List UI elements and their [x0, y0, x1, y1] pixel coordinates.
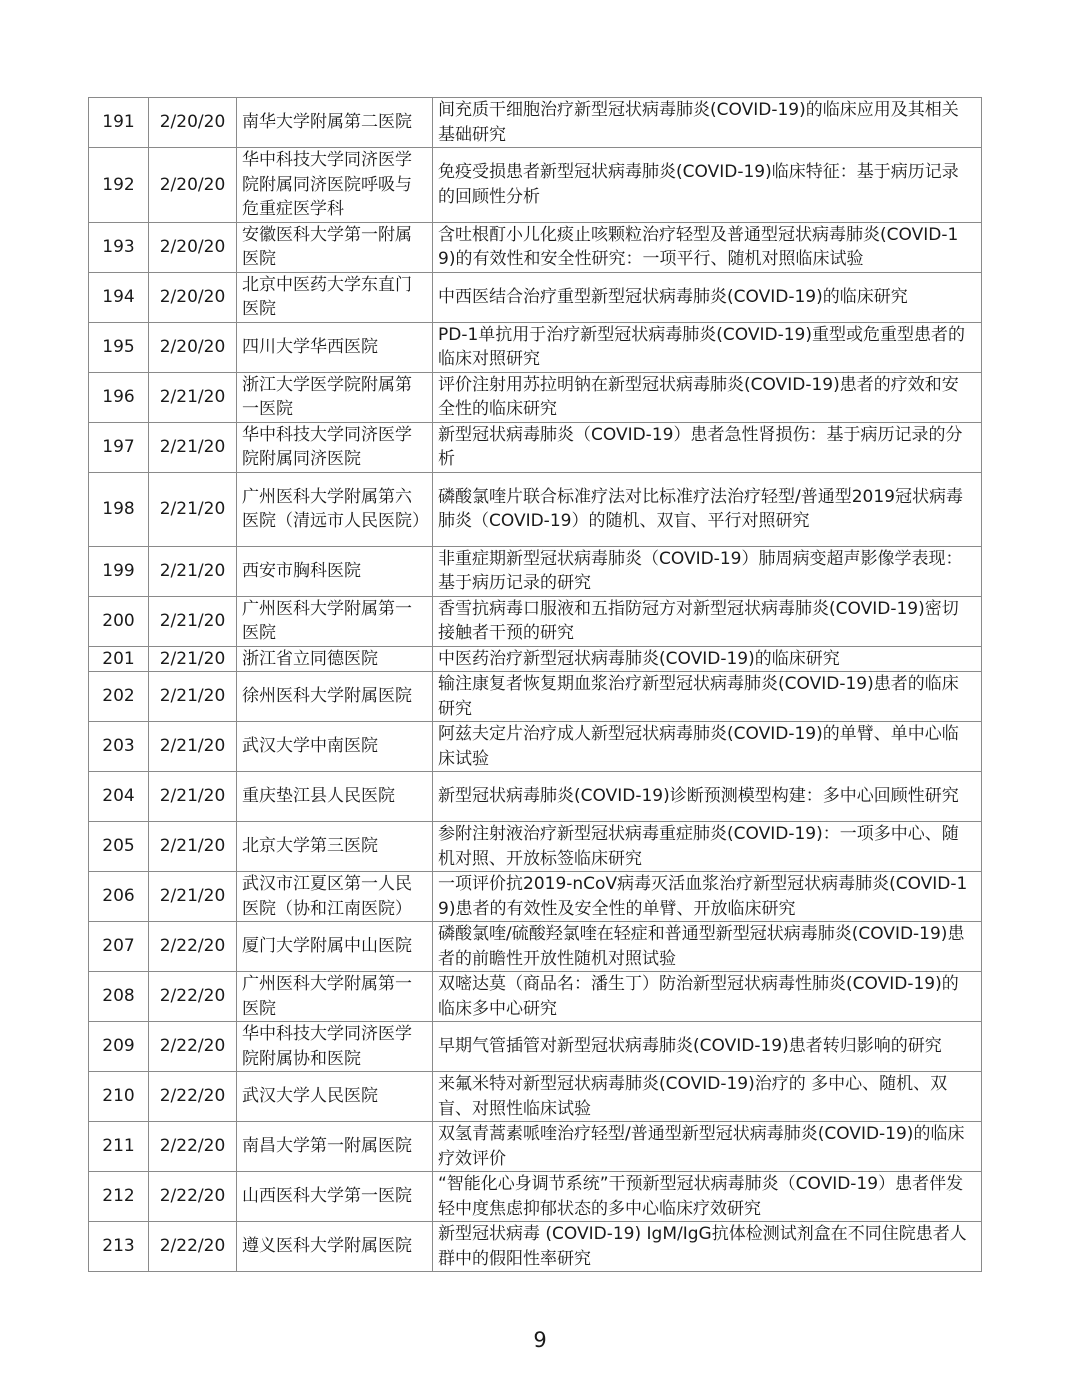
trial-title: 非重症期新型冠状病毒肺炎（COVID-19）肺周病变超声影像学表现：基于病历记录的研究	[433, 546, 982, 596]
registration-date: 2/20/20	[149, 222, 237, 272]
table-row	[89, 772, 982, 822]
institution-name: 南昌大学第一附属医院	[237, 1122, 433, 1172]
institution-name: 浙江省立同德医院	[237, 646, 433, 672]
trial-number: 210	[89, 1072, 149, 1122]
registration-date: 2/21/20	[149, 872, 237, 922]
trial-title: 双氢青蒿素哌喹治疗轻型/普通型新型冠状病毒肺炎(COVID-19)的临床疗效评价	[433, 1122, 982, 1172]
trial-number: 200	[89, 596, 149, 646]
institution-name: 浙江大学医学院附属第一医院	[237, 372, 433, 422]
table-row	[89, 546, 982, 596]
institution-name: 西安市胸科医院	[237, 546, 433, 596]
institution-name: 武汉市江夏区第一人民医院（协和江南医院）	[237, 872, 433, 922]
table-row	[89, 222, 982, 272]
table-body	[89, 98, 982, 1272]
registration-date: 2/21/20	[149, 822, 237, 872]
trial-registry-table	[88, 97, 982, 1272]
registration-date: 2/22/20	[149, 1122, 237, 1172]
table-row	[89, 646, 982, 672]
institution-name: 重庆垫江县人民医院	[237, 772, 433, 822]
trial-number: 192	[89, 148, 149, 223]
registration-date: 2/22/20	[149, 972, 237, 1022]
trial-title: PD-1单抗用于治疗新型冠状病毒肺炎(COVID-19)重型或危重型患者的临床对照研究	[433, 322, 982, 372]
trial-number: 197	[89, 422, 149, 472]
trial-title: 评价注射用苏拉明钠在新型冠状病毒肺炎(COVID-19)患者的疗效和安全性的临床研究	[433, 372, 982, 422]
trial-title: 阿兹夫定片治疗成人新型冠状病毒肺炎(COVID-19)的单臂、单中心临床试验	[433, 722, 982, 772]
table-row	[89, 596, 982, 646]
trial-title: 中西医结合治疗重型新型冠状病毒肺炎(COVID-19)的临床研究	[433, 272, 982, 322]
trial-number: 191	[89, 98, 149, 148]
registration-date: 2/21/20	[149, 372, 237, 422]
table-row	[89, 472, 982, 546]
trial-title: 一项评价抗2019-nCoV病毒灭活血浆治疗新型冠状病毒肺炎(COVID-19)患者的有效性及安全性的单臂、开放临床研究	[433, 872, 982, 922]
trial-number: 207	[89, 922, 149, 972]
trial-title: 中医药治疗新型冠状病毒肺炎(COVID-19)的临床研究	[433, 646, 982, 672]
table-row	[89, 1172, 982, 1222]
institution-name: 华中科技大学同济医学院附属同济医院	[237, 422, 433, 472]
table-row	[89, 148, 982, 223]
institution-name: 武汉大学中南医院	[237, 722, 433, 772]
registration-date: 2/21/20	[149, 472, 237, 546]
registration-date: 2/22/20	[149, 922, 237, 972]
trial-title: 新型冠状病毒肺炎(COVID-19)诊断预测模型构建：多中心回顾性研究	[433, 772, 982, 822]
trial-number: 195	[89, 322, 149, 372]
trial-title: 香雪抗病毒口服液和五指防冠方对新型冠状病毒肺炎(COVID-19)密切接触者干预的研究	[433, 596, 982, 646]
trial-number: 212	[89, 1172, 149, 1222]
trial-title: 免疫受损患者新型冠状病毒肺炎(COVID-19)临床特征：基于病历记录的回顾性分析	[433, 148, 982, 223]
registration-date: 2/20/20	[149, 98, 237, 148]
institution-name: 厦门大学附属中山医院	[237, 922, 433, 972]
registration-date: 2/22/20	[149, 1172, 237, 1222]
table-row	[89, 972, 982, 1022]
institution-name: 南华大学附属第二医院	[237, 98, 433, 148]
table-row	[89, 372, 982, 422]
trial-title: 早期气管插管对新型冠状病毒肺炎(COVID-19)患者转归影响的研究	[433, 1022, 982, 1072]
trial-number: 209	[89, 1022, 149, 1072]
trial-title: 参附注射液治疗新型冠状病毒重症肺炎(COVID-19)：一项多中心、随机对照、开放标签临床研究	[433, 822, 982, 872]
table-row	[89, 722, 982, 772]
registration-date: 2/20/20	[149, 322, 237, 372]
table-row	[89, 1072, 982, 1122]
registration-date: 2/21/20	[149, 596, 237, 646]
institution-name: 广州医科大学附属第六医院（清远市人民医院）	[237, 472, 433, 546]
trial-number: 194	[89, 272, 149, 322]
trial-number: 204	[89, 772, 149, 822]
trial-number: 196	[89, 372, 149, 422]
table-row	[89, 672, 982, 722]
table-row	[89, 1222, 982, 1272]
institution-name: 武汉大学人民医院	[237, 1072, 433, 1122]
registration-date: 2/22/20	[149, 1222, 237, 1272]
trial-number: 203	[89, 722, 149, 772]
trial-title: 来氟米特对新型冠状病毒肺炎(COVID-19)治疗的 多中心、随机、双盲、对照性临床试验	[433, 1072, 982, 1122]
trial-number: 193	[89, 222, 149, 272]
trial-title: “智能化心身调节系统”干预新型冠状病毒肺炎（COVID-19）患者伴发轻中度焦虑抑郁状态的多中心临床疗效研究	[433, 1172, 982, 1222]
institution-name: 华中科技大学同济医学院附属同济医院呼吸与危重症医学科	[237, 148, 433, 223]
registration-date: 2/22/20	[149, 1072, 237, 1122]
registration-date: 2/20/20	[149, 272, 237, 322]
table-row	[89, 872, 982, 922]
institution-name: 广州医科大学附属第一医院	[237, 972, 433, 1022]
trial-title: 磷酸氯喹片联合标准疗法对比标准疗法治疗轻型/普通型2019冠状病毒肺炎（COVID-19）的随机、双盲、平行对照研究	[433, 472, 982, 546]
institution-name: 徐州医科大学附属医院	[237, 672, 433, 722]
institution-name: 山西医科大学第一医院	[237, 1172, 433, 1222]
trial-number: 213	[89, 1222, 149, 1272]
table-row	[89, 1022, 982, 1072]
table-row	[89, 272, 982, 322]
institution-name: 华中科技大学同济医学院附属协和医院	[237, 1022, 433, 1072]
institution-name: 北京中医药大学东直门医院	[237, 272, 433, 322]
trial-number: 199	[89, 546, 149, 596]
trial-title: 间充质干细胞治疗新型冠状病毒肺炎(COVID-19)的临床应用及其相关基础研究	[433, 98, 982, 148]
trial-title: 输注康复者恢复期血浆治疗新型冠状病毒肺炎(COVID-19)患者的临床研究	[433, 672, 982, 722]
trial-number: 198	[89, 472, 149, 546]
registration-date: 2/21/20	[149, 646, 237, 672]
trial-title: 含吐根酊小儿化痰止咳颗粒治疗轻型及普通型冠状病毒肺炎(COVID-19)的有效性和安全性研究：一项平行、随机对照临床试验	[433, 222, 982, 272]
institution-name: 北京大学第三医院	[237, 822, 433, 872]
table-row	[89, 1122, 982, 1172]
trial-title: 双嘧达莫（商品名：潘生丁）防治新型冠状病毒性肺炎(COVID-19)的临床多中心研究	[433, 972, 982, 1022]
institution-name: 广州医科大学附属第一医院	[237, 596, 433, 646]
registration-date: 2/21/20	[149, 546, 237, 596]
trial-number: 205	[89, 822, 149, 872]
table-row	[89, 922, 982, 972]
trial-number: 208	[89, 972, 149, 1022]
trial-number: 206	[89, 872, 149, 922]
trial-number: 202	[89, 672, 149, 722]
trial-title: 新型冠状病毒肺炎（COVID-19）患者急性肾损伤：基于病历记录的分析	[433, 422, 982, 472]
trial-number: 211	[89, 1122, 149, 1172]
trial-number: 201	[89, 646, 149, 672]
registration-date: 2/20/20	[149, 148, 237, 223]
table-row	[89, 822, 982, 872]
institution-name: 遵义医科大学附属医院	[237, 1222, 433, 1272]
registration-date: 2/21/20	[149, 672, 237, 722]
page-number: 9	[533, 1328, 547, 1352]
table-row	[89, 422, 982, 472]
table-row	[89, 322, 982, 372]
registration-date: 2/21/20	[149, 422, 237, 472]
trial-title: 新型冠状病毒 (COVID-19) IgM/IgG抗体检测试剂盒在不同住院患者人群中的假阳性率研究	[433, 1222, 982, 1272]
trial-title: 磷酸氯喹/硫酸羟氯喹在轻症和普通型新型冠状病毒肺炎(COVID-19)患者的前瞻性开放性随机对照试验	[433, 922, 982, 972]
registration-date: 2/21/20	[149, 772, 237, 822]
registration-date: 2/22/20	[149, 1022, 237, 1072]
institution-name: 四川大学华西医院	[237, 322, 433, 372]
institution-name: 安徽医科大学第一附属医院	[237, 222, 433, 272]
registration-date: 2/21/20	[149, 722, 237, 772]
table-row	[89, 98, 982, 148]
